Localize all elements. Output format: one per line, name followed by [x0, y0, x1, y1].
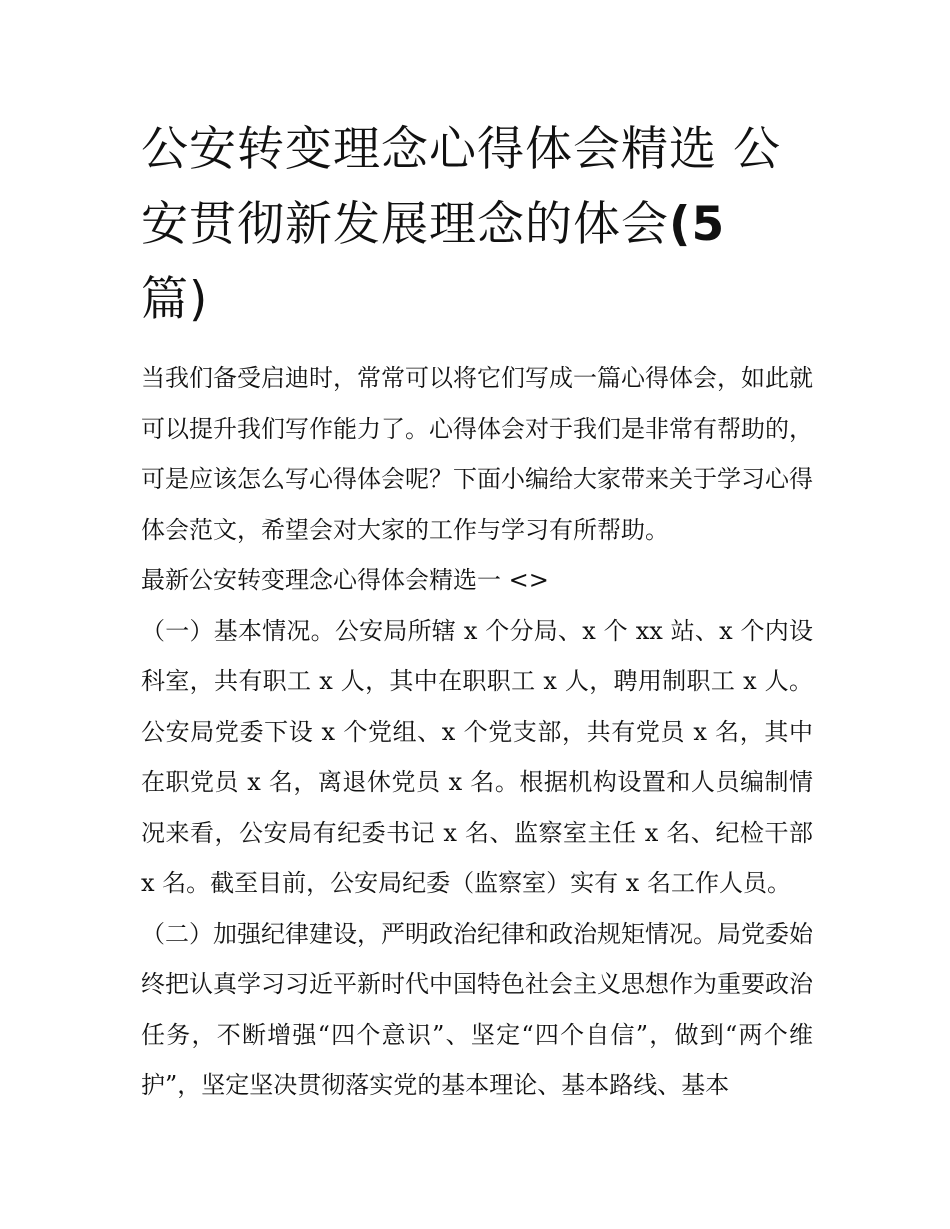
section-heading: 最新公安转变理念心得体会精选一 <>	[141, 566, 549, 594]
title-count: (5	[669, 197, 726, 252]
title-count-unit: 篇)	[141, 272, 209, 327]
document-content	[141, 112, 813, 1111]
intro-paragraph: 当我们备受启迪时，常常可以将它们写成一篇心得体会，如此就可以提升我们写作能力了。心得体会对于我们是非常有帮助的，可是应该怎么写心得体会呢？下面小编给大家带来关于学习心得体会范文，希望会对大家的工作与学习有所帮助。	[141, 364, 813, 544]
document-title	[141, 112, 813, 337]
title-text: 公安转变理念心得体会精选 公安贯彻新发展理念的体会	[141, 122, 781, 252]
document-body	[141, 353, 813, 1111]
discipline-paragraph: （二）加强纪律建设，严明政治纪律和政治规矩情况。局党委始终把认真学习习近平新时代中国特色社会主义思想作为重要政治任务，不断增强“四个意识”、坚定“四个自信”，做到“两个维护”，坚定坚决贯彻落实党的基本理论、基本路线、基本	[141, 919, 813, 1099]
basic-situation-paragraph: （一）基本情况。公安局所辖 x 个分局、x 个 xx 站、x 个内设科室，共有职工 x 人，其中在职职工 x 人，聘用制职工 x 人。公安局党委下设 x 个党组、x 个党支部，共有党员 x 名，其中在职党员 x 名，离退休党员 x 名。根据机构设置和人员编制情况来看，公安局有纪委书记 x 名、监察室主任 x 名、纪检干部 x 名。截至目前，公安局纪委（监察室）实有 x 名工作人员。	[141, 616, 813, 897]
